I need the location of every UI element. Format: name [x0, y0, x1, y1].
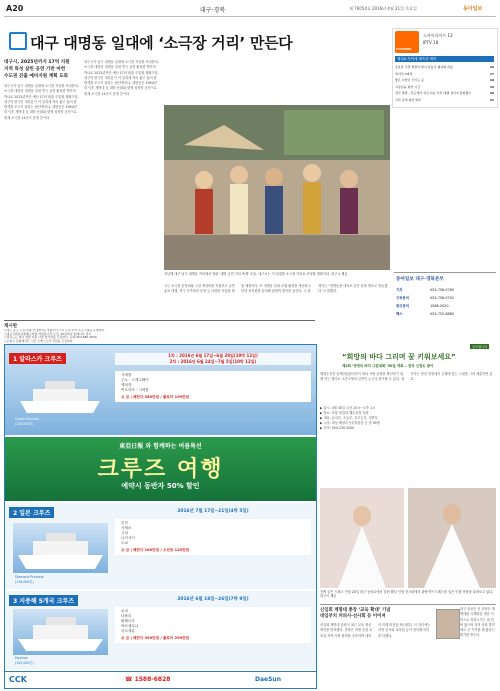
article-body-col2: 대구시가 남구 대명동 일대에 소극장 거리를 조성한다. 소극장 대학과 대명동 일대 연극 공연 활성화 방안의 하나로 2025년까지 예산 17억 원을 투입할 계획이다. 대구의 연극인 대부분이 이 일대에 자리 잡고 있어 관람객을 모으기 쉽다는 판단에서다. 대명동은 1990년대 이후 계명대 등 대학 문화와 함께 성장한 공간으로 현재 소극장 14곳이 운영 중이다. [84, 60, 159, 96]
bureau-contacts [396, 286, 494, 318]
japan-dates: 2016년 7월 17일~21일(4박 5일) [177, 509, 249, 514]
sponsored-article [320, 344, 496, 484]
alaska-ship-name: Crown Princess (116,000톤) [15, 417, 40, 426]
article-body-col3: 시는 소극장 운영비와 시설 개선비를 지원하고 공연 홍보 대행, 연극 아카데미 운영 등 다양한 사업을 펼칠 예정이다. 또 대명동 일대 보행 환경을 개선하고 안내 표지판을 설치해 관람객 편의를 높인다. 시 관계자는 “대명동을 대학로 같은 문화 명소로 만들겠다”고 말했다. [164, 284, 388, 294]
partner-logo: DaeSun [255, 676, 281, 683]
alaska-label: 1 알라스카 크루즈 [9, 353, 66, 364]
channel-logo-icon: CHANNEL [395, 31, 419, 53]
alaska-route: 시애틀 주노 · 스캐그웨이 케치칸 빅토리아 · 시애틀 요 금 | 베란다 389만원 / 플로터 199만원 [115, 371, 311, 402]
photo-caption: 지난해 대구 남구 대명동 거리에서 열린 ‘대명 공연 거리 축제’ 모습. 대구시는 이 일대를 소극장 거리로 조성할 계획이다. 대구시 제공 [164, 272, 348, 276]
sponsored-tag: 공모합니다 [472, 345, 488, 349]
mediterranean-dates: 2016년 6월 18일~26일(7박 9일) [177, 597, 249, 602]
list-item: ▶ 장소: 포항 영일대 해수욕장 일원 [320, 411, 369, 415]
list-item: ▶ 문의: 054-230-3000 [320, 426, 355, 430]
company-phone: ☎ 1588-6828 [125, 676, 171, 683]
channel-program-title: 채널A 지역에 계속된 제목 [395, 56, 494, 62]
wedding-photos [320, 488, 496, 588]
banner-main: 크루즈 여행 [97, 457, 224, 482]
bureau-box [394, 272, 496, 339]
alaska-ship-image [15, 371, 105, 416]
mediterranean-label: 3 지중해 5개국 크루즈 [9, 595, 78, 606]
mediterranean-section [5, 591, 316, 669]
japan-ship-image [13, 523, 108, 573]
list-item: 구독문의 053-756-0701 [396, 296, 455, 300]
list-item: ▶ 대상: 유치부, 초등부, 중고등부, 일반부 [320, 416, 378, 420]
list-item: 고안 등에 의한 명부 21 [395, 97, 494, 102]
article-body-col1: 대구시가 남구 대명동 일대에 소극장 거리를 조성한다. 소극장 대학과 대명동 일대 연극 공연 활성화 방안의 하나로 2025년까지 예산 17억 원을 투입할 계획이다. 대구의 연극인 대부분이 이 일대에 자리 잡고 있어 관람객을 모으기 쉽다는 판단에서다. 대명동은 1990년대 이후 계명대 등 대학 문화와 함께 성장한 공간으로 현재 소극장 14곳이 운영 중이다. [4, 84, 79, 120]
mediterranean-ship-image [13, 609, 108, 655]
list-item: 고장님을 위한 시간 19 [395, 84, 494, 89]
channel-program-list [395, 64, 494, 103]
list-item: ▶ 시상: 대상 해양수산부장관상 등 총 95명 [320, 421, 380, 425]
list-item: 광고문의 1588-2020 [396, 304, 449, 308]
banner-sub: 예약시 동반자 50% 할인 [121, 482, 200, 490]
mediterranean-route: 로마 나폴리 팔레르모 바르셀로나 마르세유 요 금 | 베란다 399만원 / 플로터 299만원 [115, 607, 311, 643]
mediterranean-ship-name: Equinox (122,000톤) [15, 656, 34, 665]
japan-label: 2 일본 크루즈 [9, 507, 54, 518]
people-body-side: 대구 출신인 신 총장은 계명대를 국제화된 명문 사학으로 성장시키는 데 힘써 왔으며 지역 문화 발전에도 큰 기여를 해 왔다는 평가를 받는다. [460, 607, 495, 638]
channel-line-2: IPTV 18 [423, 40, 439, 45]
people-title: 신임회 계명대 총장 ‘교육 확대’ 기념 대임부치 커피사·선사회 등 이어져 [320, 608, 391, 619]
briefs-body: ○대구 중구 도심 관광 안내센터는 5월부터 주말 도심 투어 프로그램을 운영한다. ○대구국제뮤지컬페스티벌 자원봉사자 모집. 25일까지 홈페이지 접수. ○경북도는 청년 창업 지원 사업 참가자를 모집한다. 문의 054-880-3000 ○포항시 문화재단은 시민 오케스트라 단원을 모집한다. [4, 329, 106, 343]
channel-line-1: 스카이라이프 13 [423, 33, 453, 38]
newspaper-logo: 동아일보 [463, 6, 483, 12]
wedding-photo-image [320, 488, 496, 588]
sponsored-details [320, 406, 496, 431]
japan-route: 부산 사세보 고치 나가사키 도쿄 요 금 | 베란다 160만원 / 오션뷰 120만원 [115, 519, 311, 555]
headline: 대구 대명동 일대에 ‘소극장 거리’ 만든다 [30, 34, 293, 52]
ad-footer [5, 671, 316, 689]
alaska-section [5, 345, 316, 435]
list-item: 좋은 사람이 모이는 곳 18 [395, 78, 494, 82]
promo-banner [5, 437, 316, 501]
list-item: 팩스 053-752-8880 [396, 312, 455, 316]
list-item: 기자 053-756-0780 [396, 288, 455, 292]
japan-ship-name: Diamond Princess (116,000톤) [15, 575, 44, 584]
festival-photo [164, 105, 390, 270]
article-lead: 대구시, 2025년까지 17억 지원 지역 특성 살린 공연 기반 마련 수도권 진출 예비지원 계획 도와 [4, 60, 70, 79]
list-item: 조용한 국경 쌍끌이 딸이 삼동사 형님의 싸움 16 [395, 65, 494, 69]
sponsored-body: 해양수산부 동해어업관리단이 바다 사랑 문화를 확산하기 위해 여는 행사로 초중고생과 일반인 누구나 참가할 수 있다. 참가자는 당일 현장에서 주제에 맞는 그림을 그려 제출하면 된다. [320, 372, 493, 382]
wedding-caption: 진짜 같은 드레스 인형 20일 대구 동성로에서 열린 웨딩 인형 전시회에서 관람객이 드레스를 입은 인형 작품을 살펴보고 있다. 대구시 제공 [320, 590, 494, 599]
japan-section [5, 503, 316, 589]
page-header [4, 2, 496, 17]
headline-marker-icon [9, 32, 27, 50]
list-item: 먹거리 X파일 17 [395, 71, 494, 76]
alaska-dates: 1차 : 2016년 6월 17일~6월 28일(10박 12일) 2차 : 2016년 6월 24일~7월 5일(10박 12일) [115, 353, 311, 365]
briefs-title: 게시판 [4, 324, 18, 329]
festival-photo-image [164, 105, 390, 270]
list-item: 전국 방방 - 목포에서 지금 다음 부산 대행 성이어 통합했으 20 [395, 91, 494, 95]
issue-meta: 제 76054호 2016년 4월 21일 목요일 [349, 6, 417, 11]
banner-top: 東亞日報 와 함께하는 여름특선 [119, 443, 202, 450]
people-body: 신일희 계명대 총장이 최근 교육 혁신 방안을 발표했다. 총장은 학생 중심 교육과 지역 사회 협력을 강조하며 대학의 미래 비전을 제시했다. 이 자리에는 지역 인사와 교직원 등이 참석해 의미를 더했다. [320, 623, 431, 638]
people-article [320, 604, 496, 689]
channel-box [392, 28, 498, 108]
sponsored-subtitle: 제2회 ‘영영의 바다 그림대회’ 30일 개최… 전국 신청도 받아 [342, 364, 434, 368]
news-briefs [4, 320, 315, 343]
bureau-title: 동아일보 대구·경북본부 [396, 277, 444, 282]
page-number: A20 [6, 4, 24, 13]
section-name: 대구·경북 [200, 7, 226, 14]
portrait-photo [436, 609, 460, 639]
sponsored-title: “희망의 바다 그리며 꿈 키워보세요” [342, 353, 456, 361]
list-item: ▶ 일시: 4월 30일 오전 10시~오후 1시 [320, 406, 376, 410]
company-logo: CCK [9, 675, 27, 684]
cruise-advertisement [4, 344, 317, 689]
